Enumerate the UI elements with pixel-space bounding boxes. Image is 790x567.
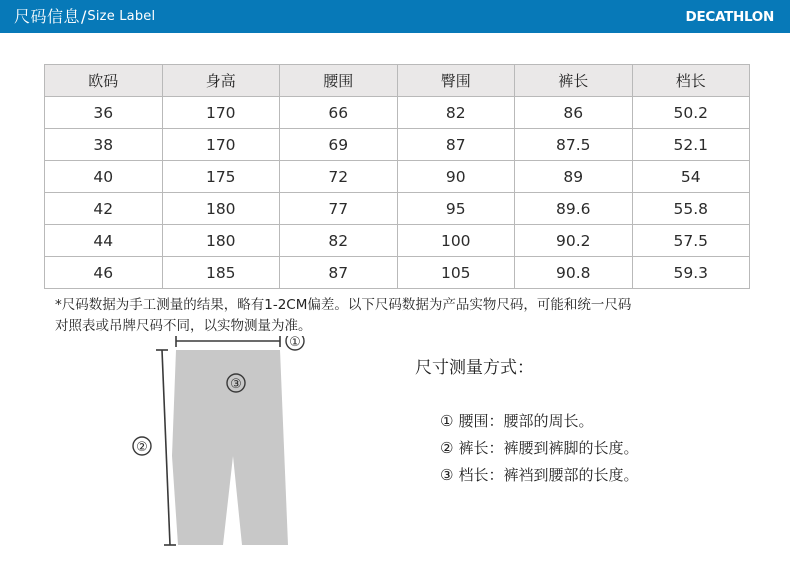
disclaimer-line-2: 对照表或吊牌尺码不同，以实物测量为准。	[55, 318, 312, 334]
cell-waist: 77	[280, 193, 398, 225]
disclaimer-line-1: *尺码数据为手工测量的结果，略有1-2CM偏差。以下尺码数据为产品实物尺码，可能和统一尺码	[55, 297, 632, 313]
header-title-group	[14, 0, 155, 33]
cell-waist: 72	[280, 161, 398, 193]
column-header-height: 身高	[162, 65, 280, 97]
list-item	[440, 435, 745, 462]
column-header-crotch-length: 档长	[632, 65, 750, 97]
legend-title: 尺寸测量方式：	[415, 358, 534, 378]
size-table-container	[44, 64, 750, 289]
cell-pant-length: 86	[515, 97, 633, 129]
marker-waist-label: ①	[289, 336, 301, 350]
cell-eu-size: 42	[45, 193, 163, 225]
legend-marker-waist: ①	[440, 412, 454, 431]
cell-pant-length: 90.8	[515, 257, 633, 289]
cell-hip: 105	[397, 257, 515, 289]
table-row	[45, 225, 750, 257]
waist-measure-arrow	[176, 336, 280, 347]
cell-waist: 87	[280, 257, 398, 289]
cell-eu-size: 38	[45, 129, 163, 161]
cell-hip: 87	[397, 129, 515, 161]
size-table	[44, 64, 750, 289]
cell-height: 180	[162, 225, 280, 257]
cell-eu-size: 36	[45, 97, 163, 129]
legend-text-waist: 腰围：腰部的周长。	[458, 412, 594, 431]
header-title-separator: /	[81, 6, 87, 26]
cell-pant-length: 89.6	[515, 193, 633, 225]
cell-waist: 82	[280, 225, 398, 257]
cell-pant-length: 87.5	[515, 129, 633, 161]
header-title-cn: 尺码信息	[14, 6, 81, 26]
cell-crotch-length: 55.8	[632, 193, 750, 225]
measurement-disclaimer	[55, 295, 745, 337]
pants-measurement-diagram	[120, 336, 330, 561]
column-header-hip: 臀围	[397, 65, 515, 97]
legend-text-crotch: 档长：裤裆到腰部的长度。	[458, 466, 639, 485]
cell-height: 180	[162, 193, 280, 225]
table-header-row	[45, 65, 750, 97]
column-header-pant-length: 裤长	[515, 65, 633, 97]
decathlon-logo: DECATHLON	[685, 8, 774, 25]
cell-hip: 82	[397, 97, 515, 129]
cell-waist: 69	[280, 129, 398, 161]
cell-eu-size: 46	[45, 257, 163, 289]
legend-marker-crotch: ③	[440, 466, 454, 485]
cell-height: 175	[162, 161, 280, 193]
column-header-eu-size: 欧码	[45, 65, 163, 97]
legend-item-list	[415, 408, 745, 489]
list-item	[440, 462, 745, 489]
cell-crotch-length: 52.1	[632, 129, 750, 161]
marker-length-circle	[133, 437, 151, 455]
cell-crotch-length: 50.2	[632, 97, 750, 129]
measurement-legend	[415, 358, 745, 489]
cell-eu-size: 40	[45, 161, 163, 193]
size-table-body	[45, 97, 750, 289]
page-header-bar	[0, 0, 790, 33]
cell-waist: 66	[280, 97, 398, 129]
size-table-head	[45, 65, 750, 97]
table-row	[45, 257, 750, 289]
cell-pant-length: 90.2	[515, 225, 633, 257]
cell-hip: 95	[397, 193, 515, 225]
header-title-en: Size Label	[87, 9, 156, 24]
table-row	[45, 97, 750, 129]
cell-hip: 90	[397, 161, 515, 193]
legend-text-length: 裤长：裤腰到裤脚的长度。	[458, 439, 639, 458]
column-header-waist: 腰围	[280, 65, 398, 97]
pants-diagram-svg	[120, 336, 330, 561]
table-row	[45, 129, 750, 161]
cell-eu-size: 44	[45, 225, 163, 257]
cell-hip: 100	[397, 225, 515, 257]
cell-pant-length: 89	[515, 161, 633, 193]
marker-waist-circle	[286, 336, 304, 350]
cell-height: 170	[162, 97, 280, 129]
cell-crotch-length: 57.5	[632, 225, 750, 257]
list-item	[440, 408, 745, 435]
table-row	[45, 193, 750, 225]
cell-crotch-length: 59.3	[632, 257, 750, 289]
cell-height: 185	[162, 257, 280, 289]
cell-crotch-length: 54	[632, 161, 750, 193]
marker-length-label: ②	[136, 440, 148, 455]
cell-height: 170	[162, 129, 280, 161]
legend-marker-length: ②	[440, 439, 454, 458]
marker-crotch-label: ③	[230, 377, 242, 392]
table-row	[45, 161, 750, 193]
